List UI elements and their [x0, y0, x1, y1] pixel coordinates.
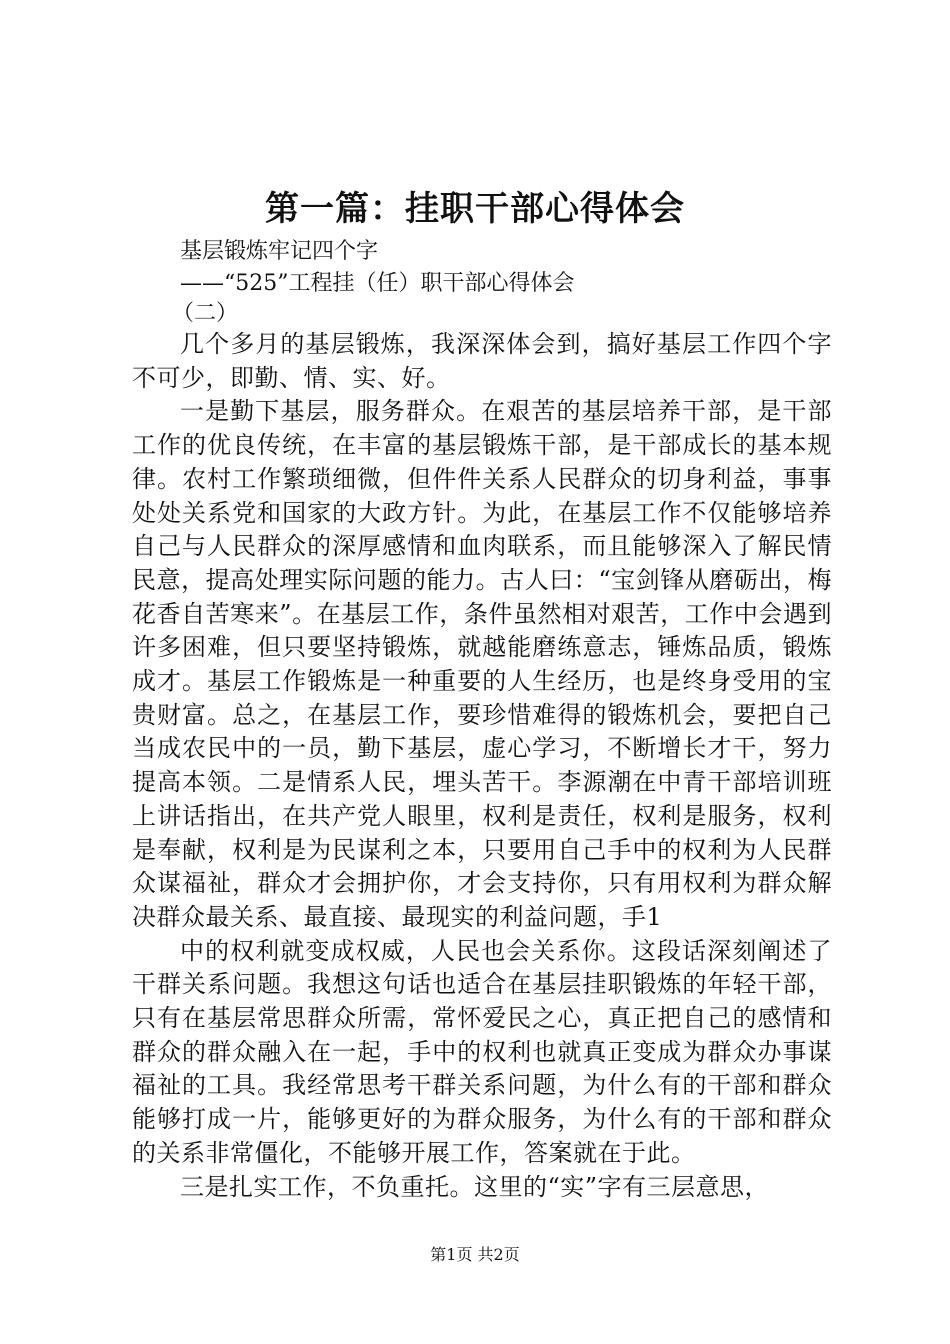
subtitle-line-3: （二）	[172, 301, 239, 326]
document-body	[132, 328, 832, 1204]
subtitle-line-2: ——“525”工程挂（任）职干部心得体会	[180, 271, 575, 296]
document-title: 第一篇：挂职干部心得体会	[265, 189, 685, 229]
paragraph: 三是扎实工作，不负重托。这里的“实”字有三层意思，	[180, 1172, 770, 1201]
paragraph: 中的权利就变成权威，人民也会关系你。这段话深刻阐述了干群关系问题。我想这句话也适合在基层挂职锻炼的年轻干部，只有在基层常思群众所需，常怀爱民之心，真正把自己的感情和群众的群众融入在一起，手中的权利也就真正变成为群众办事谋福祉的工具。我经常思考干群关系问题，为什么有的干部和群众能够打成一片，能够更好的为群众服务，为什么有的干部和群众的关系非常僵化，不能够开展工作，答案就在于此。	[132, 936, 832, 1167]
page-footer: 第1页 共2页	[430, 1245, 520, 1264]
paragraph: 一是勤下基层，服务群众。在艰苦的基层培养干部，是干部工作的优良传统，在丰富的基层锻炼干部，是干部成长的基本规律。农村工作繁琐细微，但件件关系人民群众的切身利益，事事处处关系党和国家的大政方针。为此，在基层工作不仅能够培养自己与人民群众的深厚感情和血肉联系，而且能够深入了解民情民意，提高处理实际问题的能力。古人曰：“宝剑锋从磨砺出，梅花香自苦寒来”。在基层工作，条件虽然相对艰苦，工作中会遇到许多困难，但只要坚持锻炼，就越能磨练意志，锤炼品质，锻炼成才。基层工作锻炼是一种重要的人生经历，也是终身受用的宝贵财富。总之，在基层工作，要珍惜难得的锻炼机会，要把自己当成农民中的一员，勤下基层，虚心学习，不断增长才干，努力提高本领。二是情系人民，埋头苦干。李源潮在中青干部培训班上讲话指出，在共产党人眼里，权利是责任，权利是服务，权利是奉献，权利是为民谋利之本，只要用自己手中的权利为人民群众谋福祉，群众才会拥护你，才会支持你，只有用权利为群众解决群众最关系、最直接、最现实的利益问题，手1	[132, 397, 832, 931]
paragraph: 几个多月的基层锻炼，我深深体会到，搞好基层工作四个字不可少，即勤、情、实、好。	[132, 330, 832, 392]
subtitle-line-1: 基层锻炼牢记四个字	[180, 239, 379, 264]
